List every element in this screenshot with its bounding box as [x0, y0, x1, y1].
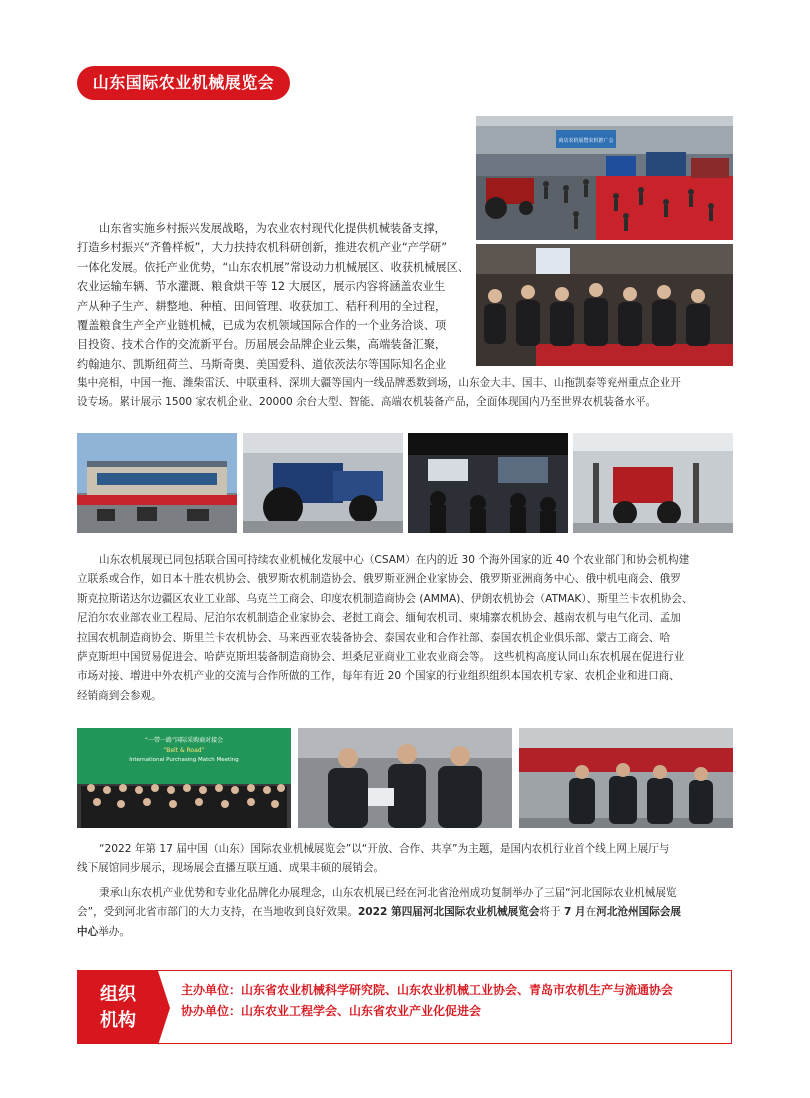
tractor-display-photo: [243, 433, 403, 533]
intro-line: 打造乡村振兴“齐鲁样板”，大力扶持农机科研创新，推进农机产业“产学研”: [77, 241, 447, 255]
svg-text:商店农机展暨农机推广会: 商店农机展暨农机推广会: [558, 138, 614, 144]
intro-line: 目投资、技术合作的交流新平台。历届展会品牌企业云集，高端装备汇聚，: [77, 338, 447, 352]
organizers-label-notch: [158, 971, 170, 1045]
co-value: 山东农业工程学会、山东省农业产业化促进会: [241, 1004, 482, 1018]
organizers-box: [77, 970, 732, 1044]
host-organizer-line: [181, 981, 673, 998]
partners-line: 斯克拉斯诺达尔边疆区农业工业部、乌克兰工商会、印度农机制造商协会 (AMMA)、伊朗农机协会（ATMAK）、斯里兰卡农机协会、: [77, 592, 693, 605]
hebei-text: 将于: [539, 906, 564, 919]
host-label: 主办单位：: [181, 983, 242, 997]
svg-text:International Purchasing Match: International Purchasing Match Meeting: [129, 757, 239, 763]
svg-text:“Belt & Road”: “Belt & Road”: [163, 747, 205, 754]
intro-line: 集中亮相，中国一拖、潍柴雷沃、中联重科、深圳大疆等国内一线品牌悉数到场，山东金大丰、国丰、山拖凯泰等兖州重点企业开: [77, 377, 681, 389]
organizers-label: [78, 971, 158, 1043]
intro-line: 约翰迪尔、凯斯纽荷兰、马斯奇奥、美国爱科、道依茨法尔等国际知名企业: [77, 357, 447, 371]
hebei-month: 7 月: [563, 906, 586, 919]
venue-building-photo: [77, 433, 237, 533]
hebei-expo-name: 2022 第四届河北国际农业机械展览会: [357, 906, 540, 919]
co-label: 协办单位：: [181, 1004, 242, 1018]
partners-line: 尼泊尔农业部农业工程局、尼泊尔农机制造企业家协会、老挝工商会、缅甸农机司、柬埔寨农机协会、越南农机与电气化司、孟加: [77, 612, 681, 625]
hebei-text: 举办。: [98, 925, 130, 938]
hebei-paragraph: [77, 884, 735, 942]
intro-line: 覆盖粮食生产全产业链机械，已成为农机领域国际合作的一个业务洽谈、项: [77, 319, 447, 333]
event-line: “2022 年第 17 届中国（山东）国际农业机械展览会”以“开放、合作、共享”为主题，是国内农机行业首个线上网上展厅与: [99, 843, 670, 855]
section-title: 山东国际农业机械展览会: [77, 66, 290, 100]
partners-line: 经销商到会参观。: [77, 689, 162, 702]
host-value: 山东省农业机械科学研究院、山东农业机械工业协会、青岛市农机生产与流通协会: [241, 983, 674, 997]
intro-line: 一体化发展。依托产业优势，“山东农机展”常设动力机械展区、收获机械展区、: [77, 260, 469, 274]
forum-audience-photo: [476, 244, 733, 366]
intro-paragraph: [77, 219, 470, 374]
intro-line: 农业运输车辆、节水灌溉、粮食烘干等 12 大展区，展示内容将涵盖农业生: [77, 280, 446, 294]
partners-line: 山东农机展现已同包括联合国可持续农业机械化发展中心（CSAM）在内的近 30 个海外国家的近 40 个农业部门和协会机构建: [99, 554, 690, 566]
partners-line: 拉国农机制造商协会、斯里兰卡农机协会、马来西亚农装备协会、泰国农业和合作社部、泰国农机企业俱乐部、蒙古工商会、哈: [77, 631, 671, 644]
event-2022-paragraph: [77, 840, 735, 879]
partners-paragraph: [77, 551, 735, 706]
intro-paragraph-continued: [77, 374, 735, 413]
partners-line: 萨克斯坦中国贸易促进会、哈萨克斯坦装备制造商协会、坦桑尼亚商业工业农业商会等。 这些机构高度认同山东农机展在促进行业: [77, 651, 685, 664]
event-line: 线下展馆同步展示，现场展会直播互联互通、成果丰硕的展销会。: [77, 862, 385, 875]
hebei-line: [77, 903, 735, 922]
purchasing-meeting-group-photo: [77, 728, 291, 828]
hebei-venue: 河北沧州国际会展: [596, 906, 681, 919]
organizers-label-line: 组织: [100, 984, 136, 1005]
organizers-label-line: 机构: [100, 1010, 136, 1031]
svg-text:“一带一路”国际采购商对接会: “一带一路”国际采购商对接会: [144, 737, 224, 744]
exhibition-hall-photo: [476, 116, 733, 240]
drone-booth-photo: [408, 433, 568, 533]
hebei-line: 秉承山东农机产业优势和专业化品牌化办展理念，山东农机展已经在河北省沧州成功复制举办了三届“河北国际农业机械展览: [99, 887, 677, 899]
hebei-venue-end: 中心: [77, 925, 99, 938]
hebei-line: [77, 923, 735, 942]
partners-line: 市场对接、增进中外农机产业的交流与合作所做的工作，每年有近 20 个国家的行业组织组织本国农机专家、农机企业和进口商、: [77, 670, 680, 683]
intro-line: 产从种子生产、耕整地、种植、田间管理、收获加工、秸秆利用的全过程，: [77, 299, 447, 313]
hebei-text: 会”，受到河北省市部门的大力支持，在当地收到良好效果。: [77, 906, 358, 919]
business-negotiation-photo: [298, 728, 512, 828]
partners-line: 立联系或合作，如日本十胜农机协会、俄罗斯农机制造协会、俄罗斯亚洲企业家协会、俄罗斯亚洲商务中心、俄中机电商会、俄罗: [77, 573, 681, 586]
exhibition-visit-photo: [519, 728, 733, 828]
intro-line: 设专场。累计展示 1500 家农机企业、20000 余台大型、智能、高端农机装备产品，全面体现国内乃至世界农机装备水平。: [77, 396, 657, 409]
sprayer-machine-photo: [573, 433, 733, 533]
co-organizer-line: [181, 1002, 481, 1019]
hebei-text: 在: [585, 906, 597, 919]
intro-line: 山东省实施乡村振兴发展战略，为农业农村现代化提供机械装备支撑，: [99, 222, 446, 235]
